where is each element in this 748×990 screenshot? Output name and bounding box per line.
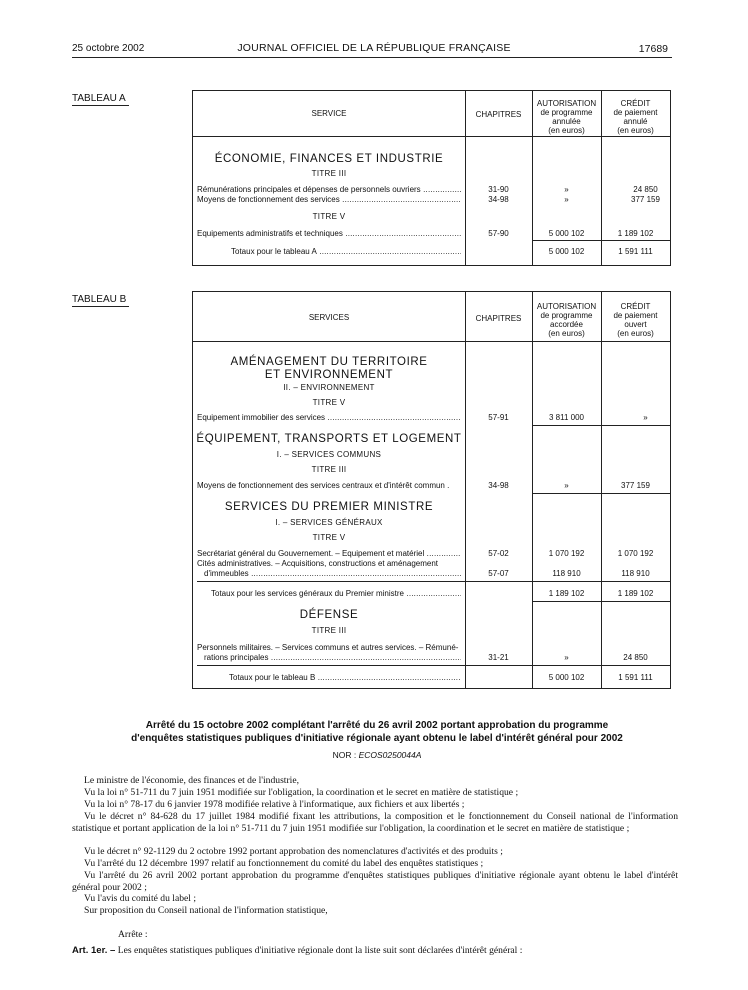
total-row-label: Totaux pour les services généraux du Premier ministre ..... (211, 589, 461, 598)
total-row-label: Totaux pour le tableau B ..... (229, 673, 461, 682)
subtotal-rule (197, 665, 670, 666)
section-title: DÉFENSE (299, 609, 359, 621)
col-divider (465, 292, 466, 688)
header-line: de paiement (613, 108, 658, 117)
titre-heading: TITRE III (311, 626, 347, 635)
table-row-label: Secrétariat général du Gouvernement. – Equipement et matériel ..... (197, 549, 461, 558)
header-line: ouvert (624, 320, 647, 329)
tableau-a (192, 90, 671, 266)
titre-heading: TITRE III (311, 169, 347, 178)
col-header-credit (601, 302, 670, 338)
article-label: Art. 1er. – (72, 945, 116, 956)
autorisation-cell: » (564, 185, 569, 194)
col-divider (532, 292, 533, 688)
col-header-services: SERVICES (308, 313, 350, 322)
subsection-title: I. – SERVICES GÉNÉRAUX (275, 518, 383, 527)
autorisation-cell: » (564, 481, 569, 490)
autorisation-cell: 118 910 (552, 569, 581, 578)
credit-cell: 118 910 (621, 569, 650, 578)
arrete-title-line: Arrêté du 15 octobre 2002 complétant l'arrêté du 26 avril 2002 portant approbation du programme (145, 720, 609, 731)
tableau-b-label: TABLEAU B (72, 294, 129, 307)
subtotal-rule (532, 240, 670, 241)
table-row-label: Moyens de fonctionnement des services centraux et d'intérêt commun . (197, 481, 450, 490)
header-rule (72, 57, 672, 58)
autorisation-cell: 5 000 102 (548, 229, 585, 238)
header-line: CRÉDIT (620, 99, 651, 108)
subtotal-credit: 1 189 102 (617, 589, 654, 598)
header-line: annulée (552, 117, 581, 126)
autorisation-cell: » (564, 653, 569, 662)
chapitre-cell: 57-02 (488, 549, 509, 558)
header-page-number: 17689 (638, 43, 668, 55)
autorisation-cell: 1 070 192 (548, 549, 585, 558)
autorisation-cell: » (564, 195, 569, 204)
titre-heading: TITRE III (311, 465, 347, 474)
article-1 (72, 945, 678, 957)
header-line: (en euros) (548, 126, 585, 135)
header-line: (en euros) (617, 329, 654, 338)
total-row-label: Totaux pour le tableau A ..... (231, 247, 461, 256)
nor-value: ECOS0250044A (358, 750, 422, 760)
arrete-word: Arrête : (118, 929, 148, 940)
total-credit: 1 591 111 (618, 247, 653, 256)
header-title: JOURNAL OFFICIEL DE LA RÉPUBLIQUE FRANÇAISE (237, 42, 511, 54)
body-paragraph: Vu le décret n° 84-628 du 17 juillet 1984 modifié fixant les attributions, la composition et le fonctionnement du Conseil national de l'information statistique et portant application de la loi n° 51-711 du 7 juin 1951 modifiée sur l'obligation, la coordination et le secret en matière de statistique ; (72, 811, 678, 834)
header-line: de paiement (613, 311, 658, 320)
table-row-label: Moyens de fonctionnement des services ..... (197, 195, 461, 204)
body-paragraph: Sur proposition du Conseil national de l'information statistique, (84, 905, 328, 916)
header-line: (en euros) (548, 329, 585, 338)
header-line: AUTORISATION (536, 99, 597, 108)
col-header-credit (601, 99, 670, 135)
body-paragraph: Vu l'arrêté du 26 avril 2002 portant approbation du programme d'enquêtes statistiques publiques d'initiative régionale ayant obtenu le label d'intérêt général pour 2002 ; (72, 870, 678, 893)
credit-cell: 24 850 (623, 653, 648, 662)
table-row-label: rations principales ..... (204, 653, 461, 662)
section-title: SERVICES DU PREMIER MINISTRE (224, 501, 434, 513)
credit-cell: » (643, 413, 648, 422)
total-autorisation: 5 000 102 (548, 247, 585, 256)
header-line: de programme (540, 108, 593, 117)
subtotal-rule (532, 601, 670, 602)
titre-heading: TITRE V (312, 533, 346, 542)
header-line: CRÉDIT (620, 302, 651, 311)
total-autorisation: 5 000 102 (548, 673, 585, 682)
chapitre-cell: 57-90 (488, 229, 509, 238)
table-row-label: Rémunérations principales et dépenses de personnels ouvriers ..... (197, 185, 461, 194)
subtotal-autorisation: 1 189 102 (548, 589, 585, 598)
header-divider (193, 341, 670, 342)
arrete-title (72, 719, 682, 745)
nor-label: NOR : (332, 750, 359, 760)
chapitre-cell: 31-21 (488, 653, 509, 662)
nor-reference (72, 750, 682, 760)
credit-cell: 24 850 (633, 185, 658, 194)
body-paragraph: Vu la loi n° 51-711 du 7 juin 1951 modifiée sur l'obligation, la coordination et le secret en matière de statistique ; (84, 787, 519, 798)
header-divider (193, 136, 670, 137)
arrete-title-line: d'enquêtes statistiques publiques d'initiative régionale ayant obtenu le label d'intérêt général pour 2002 (131, 733, 623, 744)
header-line: de programme (540, 311, 593, 320)
tableau-a-label: TABLEAU A (72, 93, 129, 106)
header-line: annulé (623, 117, 648, 126)
body-paragraph: Le ministre de l'économie, des finances et de l'industrie, (84, 775, 299, 786)
table-row-label: Equipement immobilier des services ..... (197, 413, 461, 422)
body-paragraph: Vu l'avis du comité du label ; (84, 893, 196, 904)
subtotal-rule (197, 581, 670, 582)
subsection-title: I. – SERVICES COMMUNS (276, 450, 382, 459)
col-header-autorisation (532, 302, 601, 338)
total-credit: 1 591 111 (618, 673, 653, 682)
chapitre-cell: 57-91 (488, 413, 509, 422)
section-title-line: AMÉNAGEMENT DU TERRITOIRE (230, 356, 428, 368)
tableau-b (192, 291, 671, 689)
credit-cell: 377 159 (621, 481, 650, 490)
subsection-title: II. – ENVIRONNEMENT (283, 383, 375, 392)
body-paragraph: Vu l'arrêté du 12 décembre 1997 relatif au fonctionnement du comité du label des enquêtes statistiques ; (84, 858, 484, 869)
col-divider (601, 292, 602, 688)
titre-heading: TITRE V (312, 212, 346, 221)
chapitre-cell: 31-90 (488, 185, 509, 194)
section-title: ÉQUIPEMENT, TRANSPORTS ET LOGEMENT (196, 433, 462, 445)
section-title-line: ET ENVIRONNEMENT (264, 369, 394, 381)
col-header-service: SERVICE (311, 109, 347, 118)
titre-heading: TITRE V (312, 398, 346, 407)
header-line: (en euros) (617, 126, 654, 135)
section-title: ÉCONOMIE, FINANCES ET INDUSTRIE (214, 153, 444, 165)
header-date: 25 octobre 2002 (72, 43, 145, 54)
table-row-label: Equipements administratifs et techniques ..... (197, 229, 461, 238)
article-text: Les enquêtes statistiques publiques d'initiative régionale dont la liste suit sont déclarées d'intérêt général : (117, 945, 523, 956)
header-line: AUTORISATION (536, 302, 597, 311)
chapitre-cell: 34-98 (488, 195, 509, 204)
autorisation-cell: 3 811 000 (549, 413, 584, 422)
body-paragraph: Vu le décret n° 92-1129 du 2 octobre 1992 portant approbation des nomenclatures d'activités et des produits ; (84, 846, 503, 857)
col-header-autorisation (532, 99, 601, 135)
header-line: accordée (550, 320, 583, 329)
credit-cell: 1 189 102 (617, 229, 654, 238)
section-title (193, 356, 465, 382)
table-row-label: Cités administratives. – Acquisitions, constructions et aménagement (197, 559, 439, 568)
col-header-chapitres: CHAPITRES (475, 110, 522, 119)
credit-cell: 1 070 192 (617, 549, 654, 558)
subtotal-rule (532, 493, 670, 494)
table-row-label: Personnels militaires. – Services communs et autres services. – Rémuné- (197, 643, 459, 652)
chapitre-cell: 57-07 (488, 569, 509, 578)
col-header-chapitres: CHAPITRES (475, 314, 522, 323)
subtotal-rule (532, 425, 670, 426)
table-row-label: d'immeubles ..... (204, 569, 461, 578)
chapitre-cell: 34-98 (488, 481, 509, 490)
credit-cell: 377 159 (631, 195, 660, 204)
body-paragraph: Vu la loi n° 78-17 du 6 janvier 1978 modifiée relative à l'informatique, aux fichiers et aux libertés ; (84, 799, 465, 810)
